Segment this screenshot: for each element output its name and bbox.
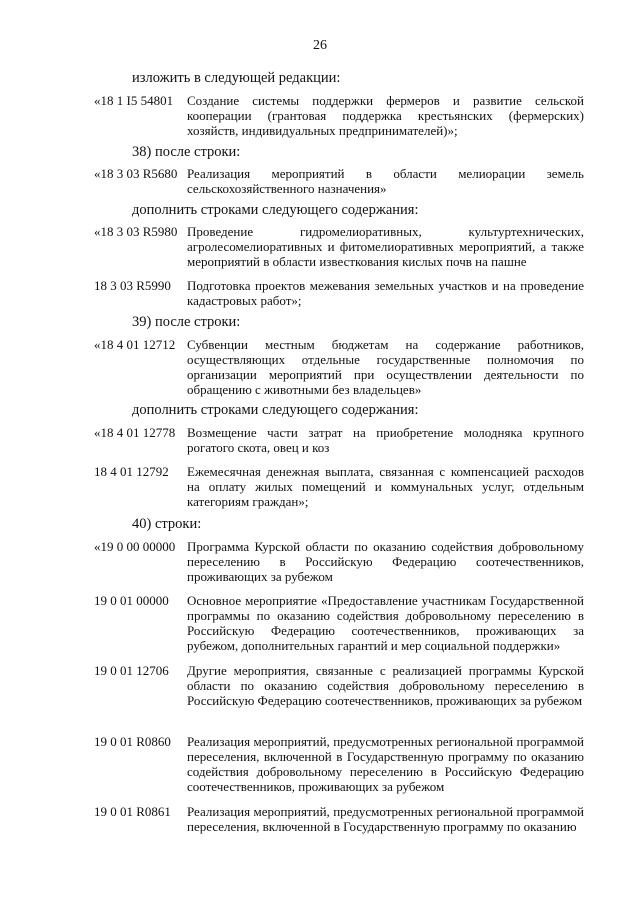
budget-code: 19 0 01 12706 [94, 663, 169, 678]
budget-code: 18 4 01 12792 [94, 464, 169, 479]
budget-code: «18 3 03 R5980 [94, 224, 178, 239]
row-description: Программа Курской области по оказанию содействия добровольному переселению в Российскую Федерацию соотечественников, проживающих за рубежом [187, 539, 584, 584]
row-description: Основное мероприятие «Предоставление участникам Государственной программы по оказанию содействия добровольному переселению в Российскую Федерацию соотечественников, проживающих за рубежом, дополнительных гарантий и мер социальной поддержки» [187, 593, 584, 653]
budget-code: 19 0 01 R0860 [94, 734, 171, 749]
paragraph-item-40: 40) строки: [132, 516, 202, 532]
row-description: Реализация мероприятий в области мелиорации земель сельскохозяйственного назначения» [187, 166, 584, 196]
row-description: Другие мероприятия, связанные с реализацией программы Курской области по оказанию содействия добровольному переселению в Российскую Федерацию соотечественников, проживающих за рубежом [187, 663, 584, 708]
budget-code: «18 1 I5 54801 [94, 93, 174, 108]
paragraph-add-rows: дополнить строками следующего содержания: [132, 202, 419, 218]
paragraph-item-38: 38) после строки: [132, 144, 241, 160]
budget-code: «18 4 01 12778 [94, 425, 176, 440]
paragraph-replace-wording: изложить в следующей редакции: [132, 70, 341, 86]
budget-code: «19 0 00 00000 [94, 539, 176, 554]
budget-code: 19 0 01 R0861 [94, 804, 171, 819]
budget-code: «18 3 03 R5680 [94, 166, 178, 181]
row-description: Реализация мероприятий, предусмотренных региональной программой переселения, включенной в Государственную программу по оказанию содействия добровольному переселению в Российскую Федерацию соотечественников, проживающих за рубежом [187, 734, 584, 794]
budget-code: 19 0 01 00000 [94, 593, 169, 608]
row-description: Возмещение части затрат на приобретение молодняка крупного рогатого скота, овец и коз [187, 425, 584, 455]
budget-code: «18 4 01 12712 [94, 337, 176, 352]
row-description: Реализация мероприятий, предусмотренных региональной программой переселения, включенной в Государственную программу по оказанию [187, 804, 584, 834]
row-description: Ежемесячная денежная выплата, связанная с компенсацией расходов на оплату жилых помещений и коммунальных услуг, отдельным категориям граждан»; [187, 464, 584, 509]
row-description: Субвенции местным бюджетам на содержание работников, осуществляющих отдельные государственные полномочия по организации мероприятий при осуществлении деятельности по обращению с животными без владельцев» [187, 337, 584, 397]
paragraph-add-rows: дополнить строками следующего содержания: [132, 402, 419, 418]
row-description: Проведение гидромелиоративных, культуртехнических, агролесомелиоративных и фитомелиоративных мероприятий, а также мероприятий в области известкования кислых почв на пашне [187, 224, 584, 269]
paragraph-item-39: 39) после строки: [132, 314, 241, 330]
page-number: 26 [313, 38, 327, 53]
row-description: Создание системы поддержки фермеров и развитие сельской кооперации (грантовая поддержка крестьянских (фермерских) хозяйств, индивидуальных предпринимателей)»; [187, 93, 584, 138]
budget-code: 18 3 03 R5990 [94, 278, 171, 293]
row-description: Подготовка проектов межевания земельных участков и на проведение кадастровых работ»; [187, 278, 584, 308]
